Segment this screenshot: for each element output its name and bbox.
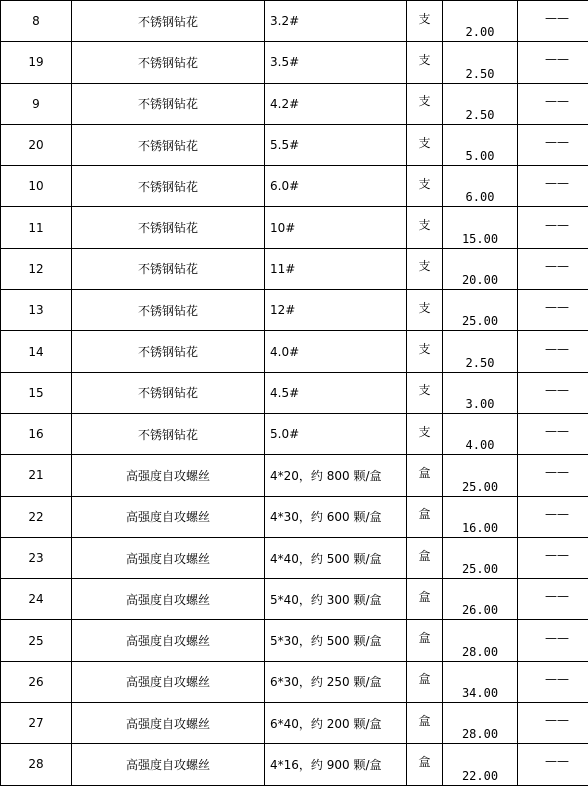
row-number-cell: 11 xyxy=(1,207,72,248)
note-text: —— xyxy=(518,176,588,190)
specification-cell: 4.5# xyxy=(265,372,407,413)
unit-text: 支 xyxy=(407,216,442,233)
unit-cell xyxy=(407,248,443,289)
unit-cell xyxy=(407,124,443,165)
table-row xyxy=(1,124,588,165)
unit-cell xyxy=(407,496,443,537)
specification-cell: 3.5# xyxy=(265,42,407,83)
specification-cell: 10# xyxy=(265,207,407,248)
note-text: —— xyxy=(518,300,588,314)
note-cell xyxy=(518,166,588,207)
note-text: —— xyxy=(518,672,588,686)
price-cell: 20.00 xyxy=(443,248,518,289)
row-number-cell: 8 xyxy=(1,1,72,42)
note-cell xyxy=(518,744,588,785)
unit-text: 支 xyxy=(407,134,442,151)
unit-cell xyxy=(407,166,443,207)
row-number-cell: 24 xyxy=(1,579,72,620)
price-cell: 28.00 xyxy=(443,703,518,744)
table-row xyxy=(1,331,588,372)
table-row xyxy=(1,496,588,537)
unit-text: 支 xyxy=(407,423,442,440)
unit-text: 盒 xyxy=(407,753,442,770)
table-row xyxy=(1,166,588,207)
unit-cell xyxy=(407,42,443,83)
unit-text: 支 xyxy=(407,175,442,192)
note-text: —— xyxy=(518,342,588,356)
specification-cell: 11# xyxy=(265,248,407,289)
specification-cell: 4*20，约 800 颗/盒 xyxy=(265,455,407,496)
price-cell: 2.00 xyxy=(443,1,518,42)
row-number-cell: 23 xyxy=(1,537,72,578)
row-number-cell: 9 xyxy=(1,83,72,124)
row-number-cell: 27 xyxy=(1,703,72,744)
product-name-cell: 不锈钢钻花 xyxy=(72,166,265,207)
unit-text: 盒 xyxy=(407,712,442,729)
product-name-cell: 不锈钢钻花 xyxy=(72,124,265,165)
row-number-cell: 22 xyxy=(1,496,72,537)
note-text: —— xyxy=(518,11,588,25)
unit-cell xyxy=(407,661,443,702)
price-cell: 26.00 xyxy=(443,579,518,620)
price-cell: 16.00 xyxy=(443,496,518,537)
specification-cell: 4*30，约 600 颗/盒 xyxy=(265,496,407,537)
unit-cell xyxy=(407,83,443,124)
specification-cell: 4.2# xyxy=(265,83,407,124)
unit-cell xyxy=(407,455,443,496)
price-cell: 5.00 xyxy=(443,124,518,165)
note-text: —— xyxy=(518,383,588,397)
note-cell xyxy=(518,455,588,496)
specification-cell: 6.0# xyxy=(265,166,407,207)
note-cell xyxy=(518,579,588,620)
table-row xyxy=(1,579,588,620)
unit-cell xyxy=(407,413,443,454)
note-cell xyxy=(518,413,588,454)
price-cell: 2.50 xyxy=(443,42,518,83)
specification-cell: 5*30，约 500 颗/盒 xyxy=(265,620,407,661)
product-name-cell: 不锈钢钻花 xyxy=(72,42,265,83)
table-row xyxy=(1,207,588,248)
note-cell xyxy=(518,1,588,42)
unit-cell xyxy=(407,1,443,42)
unit-text: 盒 xyxy=(407,629,442,646)
product-name-cell: 不锈钢钻花 xyxy=(72,248,265,289)
specification-cell: 12# xyxy=(265,290,407,331)
note-text: —— xyxy=(518,259,588,273)
table-row xyxy=(1,42,588,83)
table-row xyxy=(1,413,588,454)
specification-cell: 5*40，约 300 颗/盒 xyxy=(265,579,407,620)
unit-cell xyxy=(407,537,443,578)
product-name-cell: 高强度自攻螺丝 xyxy=(72,496,265,537)
unit-text: 支 xyxy=(407,340,442,357)
product-name-cell: 不锈钢钻花 xyxy=(72,207,265,248)
product-name-cell: 高强度自攻螺丝 xyxy=(72,661,265,702)
note-cell xyxy=(518,661,588,702)
unit-text: 支 xyxy=(407,92,442,109)
price-cell: 6.00 xyxy=(443,166,518,207)
note-text: —— xyxy=(518,713,588,727)
note-cell xyxy=(518,372,588,413)
row-number-cell: 13 xyxy=(1,290,72,331)
note-text: —— xyxy=(518,507,588,521)
unit-cell xyxy=(407,331,443,372)
unit-cell xyxy=(407,744,443,785)
row-number-cell: 15 xyxy=(1,372,72,413)
unit-text: 盒 xyxy=(407,670,442,687)
note-text: —— xyxy=(518,424,588,438)
row-number-cell: 21 xyxy=(1,455,72,496)
table-row xyxy=(1,83,588,124)
note-cell xyxy=(518,496,588,537)
note-cell xyxy=(518,248,588,289)
unit-text: 盒 xyxy=(407,505,442,522)
price-cell: 25.00 xyxy=(443,537,518,578)
price-cell: 28.00 xyxy=(443,620,518,661)
unit-text: 盒 xyxy=(407,547,442,564)
table-row xyxy=(1,248,588,289)
price-table-body xyxy=(1,1,588,786)
note-text: —— xyxy=(518,135,588,149)
specification-cell: 6*30，约 250 颗/盒 xyxy=(265,661,407,702)
unit-text: 支 xyxy=(407,10,442,27)
product-name-cell: 高强度自攻螺丝 xyxy=(72,537,265,578)
unit-cell xyxy=(407,290,443,331)
row-number-cell: 19 xyxy=(1,42,72,83)
specification-cell: 4.0# xyxy=(265,331,407,372)
product-name-cell: 不锈钢钻花 xyxy=(72,413,265,454)
product-name-cell: 高强度自攻螺丝 xyxy=(72,579,265,620)
table-row xyxy=(1,290,588,331)
table-row xyxy=(1,537,588,578)
table-row xyxy=(1,744,588,785)
row-number-cell: 20 xyxy=(1,124,72,165)
unit-text: 盒 xyxy=(407,588,442,605)
note-cell xyxy=(518,207,588,248)
specification-cell: 5.5# xyxy=(265,124,407,165)
price-cell: 22.00 xyxy=(443,744,518,785)
price-cell: 25.00 xyxy=(443,290,518,331)
row-number-cell: 28 xyxy=(1,744,72,785)
note-text: —— xyxy=(518,94,588,108)
row-number-cell: 16 xyxy=(1,413,72,454)
specification-cell: 4*16，约 900 颗/盒 xyxy=(265,744,407,785)
row-number-cell: 25 xyxy=(1,620,72,661)
table-row xyxy=(1,1,588,42)
price-cell: 34.00 xyxy=(443,661,518,702)
price-cell: 2.50 xyxy=(443,331,518,372)
table-row xyxy=(1,372,588,413)
table-row xyxy=(1,703,588,744)
note-cell xyxy=(518,620,588,661)
product-name-cell: 高强度自攻螺丝 xyxy=(72,455,265,496)
table-row xyxy=(1,455,588,496)
price-cell: 15.00 xyxy=(443,207,518,248)
note-cell xyxy=(518,537,588,578)
price-cell: 25.00 xyxy=(443,455,518,496)
note-cell xyxy=(518,124,588,165)
unit-cell xyxy=(407,703,443,744)
product-name-cell: 高强度自攻螺丝 xyxy=(72,620,265,661)
specification-cell: 4*40，约 500 颗/盒 xyxy=(265,537,407,578)
note-text: —— xyxy=(518,465,588,479)
unit-text: 支 xyxy=(407,381,442,398)
note-cell xyxy=(518,42,588,83)
product-name-cell: 不锈钢钻花 xyxy=(72,1,265,42)
product-name-cell: 不锈钢钻花 xyxy=(72,331,265,372)
note-text: —— xyxy=(518,218,588,232)
unit-cell xyxy=(407,372,443,413)
price-cell: 2.50 xyxy=(443,83,518,124)
product-name-cell: 不锈钢钻花 xyxy=(72,83,265,124)
specification-cell: 3.2# xyxy=(265,1,407,42)
note-text: —— xyxy=(518,754,588,768)
product-name-cell: 不锈钢钻花 xyxy=(72,290,265,331)
product-name-cell: 不锈钢钻花 xyxy=(72,372,265,413)
row-number-cell: 10 xyxy=(1,166,72,207)
unit-cell xyxy=(407,620,443,661)
unit-text: 支 xyxy=(407,257,442,274)
note-cell xyxy=(518,331,588,372)
note-text: —— xyxy=(518,548,588,562)
note-cell xyxy=(518,83,588,124)
unit-cell xyxy=(407,579,443,620)
note-text: —— xyxy=(518,589,588,603)
table-row xyxy=(1,620,588,661)
specification-cell: 5.0# xyxy=(265,413,407,454)
product-name-cell: 高强度自攻螺丝 xyxy=(72,703,265,744)
note-cell xyxy=(518,290,588,331)
unit-text: 盒 xyxy=(407,464,442,481)
row-number-cell: 26 xyxy=(1,661,72,702)
note-text: —— xyxy=(518,631,588,645)
product-name-cell: 高强度自攻螺丝 xyxy=(72,744,265,785)
note-cell xyxy=(518,703,588,744)
unit-text: 支 xyxy=(407,51,442,68)
note-text: —— xyxy=(518,52,588,66)
price-cell: 3.00 xyxy=(443,372,518,413)
price-cell: 4.00 xyxy=(443,413,518,454)
unit-cell xyxy=(407,207,443,248)
row-number-cell: 14 xyxy=(1,331,72,372)
specification-cell: 6*40，约 200 颗/盒 xyxy=(265,703,407,744)
row-number-cell: 12 xyxy=(1,248,72,289)
table-row xyxy=(1,661,588,702)
unit-text: 支 xyxy=(407,299,442,316)
